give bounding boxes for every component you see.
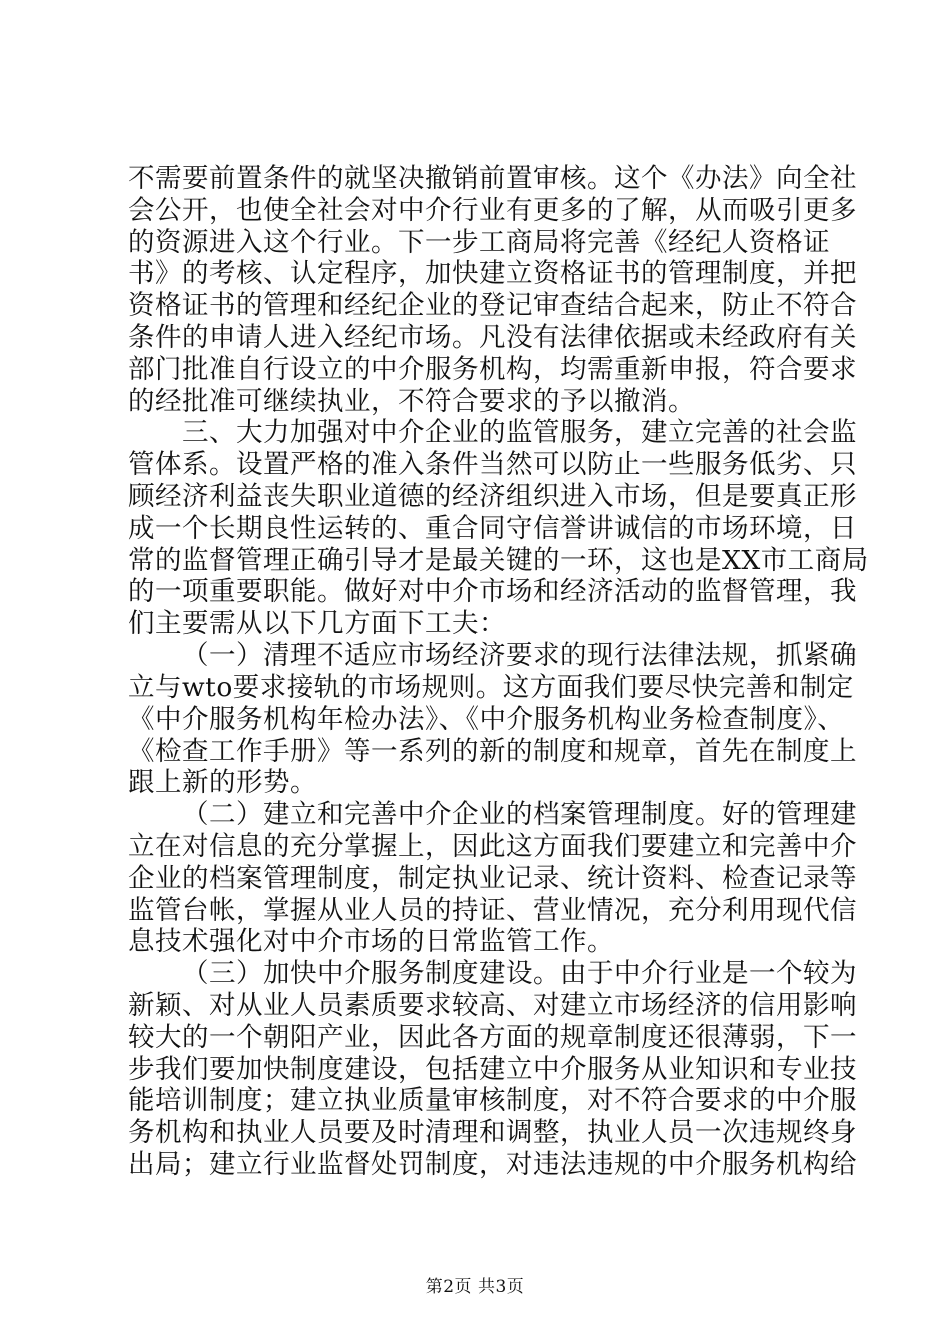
text-line: 监管台帐，掌握从业人员的持证、营业情况，充分利用现代信 bbox=[128, 895, 857, 926]
text-line: 部门批准自行设立的中介服务机构，均需重新申报，符合要求 bbox=[128, 354, 857, 385]
text-line: 的资源进入这个行业。下一步工商局将完善《经纪人资格证 bbox=[128, 227, 830, 258]
text-line: 新颖、对从业人员素质要求较高、对建立市场经济的信用影响 bbox=[128, 990, 857, 1021]
text-line: 立在对信息的充分掌握上，因此这方面我们要建立和完善中介 bbox=[128, 831, 857, 862]
text-line: 三、大力加强对中介企业的监管服务，建立完善的社会监 bbox=[182, 417, 857, 448]
text-line: 立与wto要求接轨的市场规则。这方面我们要尽快完善和制定 bbox=[128, 672, 854, 703]
text-line: （三）加快中介服务制度建设。由于中介行业是一个较为 bbox=[182, 958, 857, 989]
text-line: 能培训制度；建立执业质量审核制度，对不符合要求的中介服 bbox=[128, 1085, 857, 1116]
text-line: 《检查工作手册》等一系列的新的制度和规章，首先在制度上 bbox=[128, 736, 857, 767]
text-line: 的经批准可继续执业，不符合要求的予以撤消。 bbox=[128, 386, 695, 417]
text-line: （二）建立和完善中介企业的档案管理制度。好的管理建 bbox=[182, 799, 857, 830]
text-line: 《中介服务机构年检办法》、《中介服务机构业务检查制度》、 bbox=[128, 704, 845, 735]
text-line: 书》的考核、认定程序，加快建立资格证书的管理制度，并把 bbox=[128, 258, 857, 289]
text-line: 企业的档案管理制度，制定执业记录、统计资料、检查记录等 bbox=[128, 863, 857, 894]
text-line: 条件的申请人进入经纪市场。凡没有法律依据或未经政府有关 bbox=[128, 322, 857, 353]
text-line: 的一项重要职能。做好对中介市场和经济活动的监督管理，我 bbox=[128, 576, 857, 607]
text-line: 较大的一个朝阳产业，因此各方面的规章制度还很薄弱，下一 bbox=[128, 1022, 857, 1053]
page-footer bbox=[0, 1276, 950, 1298]
text-line: 务机构和执业人员要及时清理和调整，执业人员一次违规终身 bbox=[128, 1117, 857, 1148]
text-line: 顾经济利益丧失职业道德的经济组织进入市场，但是要真正形 bbox=[128, 481, 857, 512]
text-line: 们主要需从以下几方面下工夫： bbox=[128, 608, 506, 639]
text-line: 息技术强化对中介市场的日常监管工作。 bbox=[128, 926, 614, 957]
text-line: 资格证书的管理和经纪企业的登记审查结合起来，防止不符合 bbox=[128, 290, 857, 321]
text-line: 常的监督管理正确引导才是最关键的一环，这也是XX市工商局 bbox=[128, 545, 869, 576]
text-line: 步我们要加快制度建设，包括建立中介服务从业知识和专业技 bbox=[128, 1054, 857, 1085]
text-line: 不需要前置条件的就坚决撤销前置审核。这个《办法》向全社 bbox=[128, 163, 857, 194]
text-line: （一）清理不适应市场经济要求的现行法律法规，抓紧确 bbox=[182, 640, 857, 671]
text-line: 会公开，也使全社会对中介行业有更多的了解，从而吸引更多 bbox=[128, 195, 857, 226]
text-line: 出局；建立行业监督处罚制度，对违法违规的中介服务机构给 bbox=[128, 1149, 857, 1180]
text-line: 成一个长期良性运转的、重合同守信誉讲诚信的市场环境，日 bbox=[128, 513, 857, 544]
text-line: 管体系。设置严格的准入条件当然可以防止一些服务低劣、只 bbox=[128, 449, 857, 480]
text-line: 跟上新的形势。 bbox=[128, 767, 317, 798]
page-indicator: 第2页 共3页 bbox=[425, 1277, 525, 1297]
